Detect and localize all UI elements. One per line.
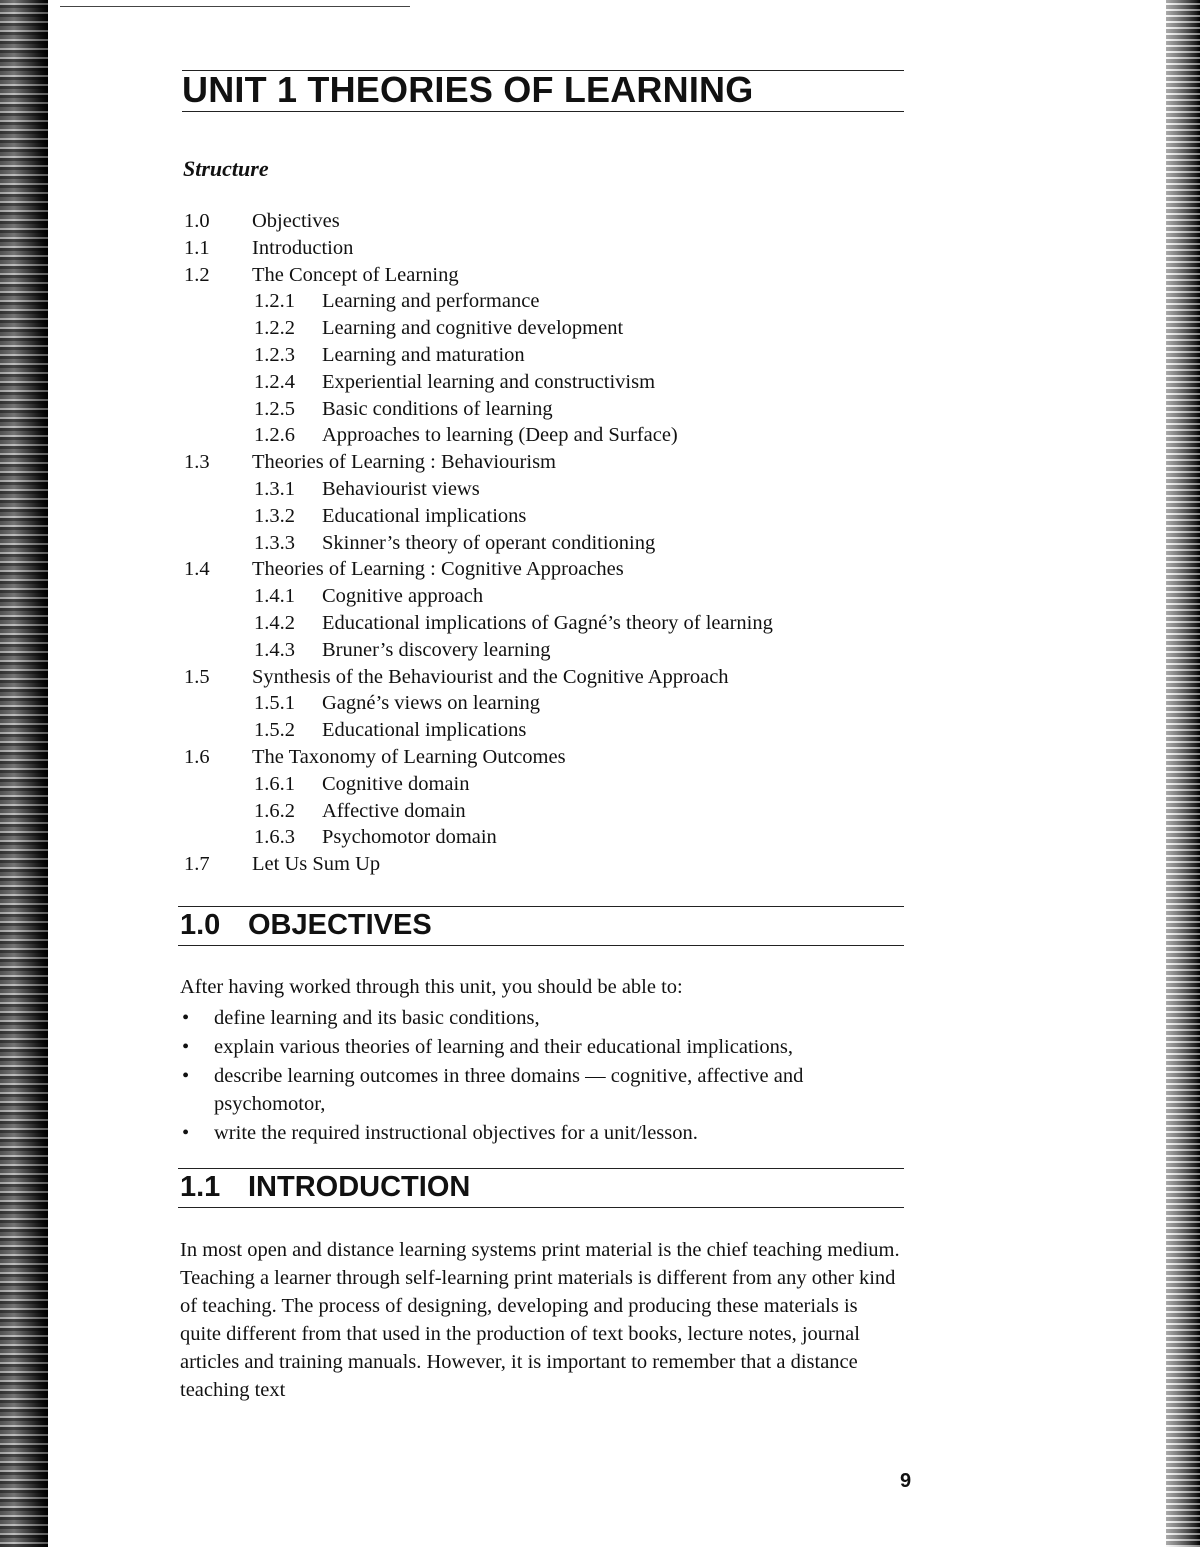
toc-entry-number: 1.6.1 bbox=[254, 772, 295, 795]
unit-title: UNIT 1 THEORIES OF LEARNING bbox=[182, 70, 904, 112]
top-rule bbox=[60, 6, 410, 7]
toc-entry-number: 1.1 bbox=[184, 236, 210, 259]
objective-text: define learning and its basic conditions, bbox=[214, 1007, 540, 1029]
list-item bbox=[180, 1062, 900, 1118]
toc-entry-number: 1.2.3 bbox=[254, 343, 295, 366]
scan-left-edge bbox=[0, 0, 48, 1547]
toc-entry bbox=[184, 208, 884, 235]
toc-entry bbox=[184, 476, 884, 503]
toc-entry-text: Bruner’s discovery learning bbox=[322, 638, 551, 661]
toc-entry bbox=[184, 503, 884, 530]
toc-entry-text: Introduction bbox=[252, 236, 354, 259]
toc-entry-number: 1.6.2 bbox=[254, 799, 295, 822]
toc-entry bbox=[184, 369, 884, 396]
toc-entry-text: Objectives bbox=[252, 210, 340, 232]
toc-entry-number: 1.2.5 bbox=[254, 397, 295, 420]
toc-entry bbox=[184, 396, 884, 423]
scan-right-edge bbox=[1166, 0, 1200, 1547]
bullet-icon: • bbox=[182, 1007, 190, 1029]
objectives-heading bbox=[178, 906, 904, 946]
table-of-contents bbox=[184, 208, 884, 878]
toc-entry-text: Basic conditions of learning bbox=[322, 397, 553, 420]
toc-entry bbox=[184, 342, 884, 369]
page-number: 9 bbox=[900, 1470, 912, 1492]
toc-entry bbox=[184, 664, 884, 691]
list-item bbox=[180, 1033, 900, 1061]
toc-entry bbox=[184, 717, 884, 744]
toc-entry bbox=[184, 583, 884, 610]
toc-entry bbox=[184, 690, 884, 717]
objectives-list bbox=[180, 1004, 900, 1148]
introduction-title: INTRODUCTION bbox=[248, 1171, 471, 1203]
toc-entry-text: Synthesis of the Behaviourist and the Cognitive Approach bbox=[252, 665, 729, 688]
toc-entry-number: 1.2 bbox=[184, 263, 210, 286]
toc-entry-text: Theories of Learning : Behaviourism bbox=[252, 451, 556, 474]
toc-entry bbox=[184, 771, 884, 798]
toc-entry-number: 1.7 bbox=[184, 853, 210, 876]
toc-entry-number: 1.2.1 bbox=[254, 290, 295, 313]
toc-entry-number: 1.3 bbox=[184, 451, 210, 474]
toc-entry-number: 1.6.3 bbox=[254, 826, 295, 849]
list-item bbox=[180, 1119, 900, 1147]
toc-entry-text: Affective domain bbox=[322, 799, 466, 822]
toc-entry-number: 1.5.1 bbox=[254, 692, 295, 715]
toc-entry-text: Skinner’s theory of operant conditioning bbox=[322, 531, 656, 554]
bullet-icon: • bbox=[182, 1122, 190, 1144]
list-item bbox=[180, 1004, 900, 1032]
introduction-paragraph: In most open and distance learning systems print material is the chief teaching medium. Teaching a learner through self-learning print materials is different from any other kind of teaching. The process of designing, developing and producing these materials is quite different from that used in the production of text books, lecture notes, journal articles and training manuals. However, it is important to remember that a distance teaching text bbox=[180, 1239, 900, 1401]
toc-entry-number: 1.4.2 bbox=[254, 611, 295, 634]
toc-entry-text: Psychomotor domain bbox=[322, 826, 497, 849]
toc-entry-text: The Taxonomy of Learning Outcomes bbox=[252, 745, 566, 768]
toc-entry-number: 1.3.3 bbox=[254, 531, 295, 554]
toc-entry-text: Learning and performance bbox=[322, 290, 540, 313]
toc-entry-text: Learning and maturation bbox=[322, 343, 525, 366]
objectives-number: 1.0 bbox=[180, 909, 221, 941]
structure-label: Structure bbox=[183, 156, 269, 181]
toc-entry-text: Cognitive domain bbox=[322, 772, 470, 795]
toc-entry-number: 1.3.2 bbox=[254, 504, 295, 527]
toc-entry bbox=[184, 288, 884, 315]
toc-entry-number: 1.5 bbox=[184, 665, 210, 688]
toc-entry-text: Theories of Learning : Cognitive Approaches bbox=[252, 558, 624, 581]
bullet-icon: • bbox=[182, 1036, 190, 1058]
toc-entry bbox=[184, 637, 884, 664]
toc-entry-number: 1.4.3 bbox=[254, 638, 295, 661]
toc-entry-text: Behaviourist views bbox=[322, 477, 480, 500]
toc-entry-text: Educational implications of Gagné’s theory of learning bbox=[322, 611, 773, 634]
toc-entry-number: 1.6 bbox=[184, 745, 210, 768]
toc-entry-number: 1.2.6 bbox=[254, 424, 295, 447]
toc-entry-text: Educational implications bbox=[322, 719, 527, 742]
toc-entry-number: 1.3.1 bbox=[254, 477, 295, 500]
toc-entry bbox=[184, 315, 884, 342]
toc-entry-text: The Concept of Learning bbox=[252, 263, 459, 286]
bullet-icon: • bbox=[182, 1065, 190, 1087]
introduction-heading bbox=[178, 1168, 904, 1208]
objectives-title: OBJECTIVES bbox=[248, 909, 432, 941]
toc-entry-text: Educational implications bbox=[322, 504, 527, 527]
toc-entry bbox=[184, 851, 884, 878]
toc-entry-number: 1.2.4 bbox=[254, 370, 295, 393]
toc-entry bbox=[184, 798, 884, 825]
toc-entry bbox=[184, 824, 884, 851]
objectives-intro: After having worked through this unit, you should be able to: bbox=[180, 976, 683, 998]
toc-entry bbox=[184, 556, 884, 583]
toc-entry-number: 1.4 bbox=[184, 558, 210, 581]
toc-entry-text: Experiential learning and constructivism bbox=[322, 370, 656, 393]
toc-entry bbox=[184, 235, 884, 262]
introduction-number: 1.1 bbox=[180, 1171, 221, 1203]
toc-entry-number: 1.4.1 bbox=[254, 585, 295, 608]
toc-entry-number: 1.5.2 bbox=[254, 719, 295, 742]
toc-entry-text: Learning and cognitive development bbox=[322, 317, 624, 340]
toc-entry-text: Gagné’s views on learning bbox=[322, 692, 541, 715]
toc-entry-text: Let Us Sum Up bbox=[252, 853, 381, 876]
toc-entry bbox=[184, 262, 884, 289]
toc-entry bbox=[184, 530, 884, 557]
toc-entry-number: 1.0 bbox=[184, 210, 210, 232]
toc-entry-text: Cognitive approach bbox=[322, 585, 484, 608]
objective-text: explain various theories of learning and their educational implications, bbox=[214, 1036, 793, 1058]
objective-text: describe learning outcomes in three domains — cognitive, affective and psychomotor, bbox=[214, 1065, 804, 1115]
toc-entry bbox=[184, 422, 884, 449]
toc-entry bbox=[184, 744, 884, 771]
objective-text: write the required instructional objectives for a unit/lesson. bbox=[214, 1122, 698, 1144]
toc-entry bbox=[184, 610, 884, 637]
toc-entry-number: 1.2.2 bbox=[254, 317, 295, 340]
toc-entry-text: Approaches to learning (Deep and Surface) bbox=[322, 424, 678, 447]
toc-entry bbox=[184, 449, 884, 476]
